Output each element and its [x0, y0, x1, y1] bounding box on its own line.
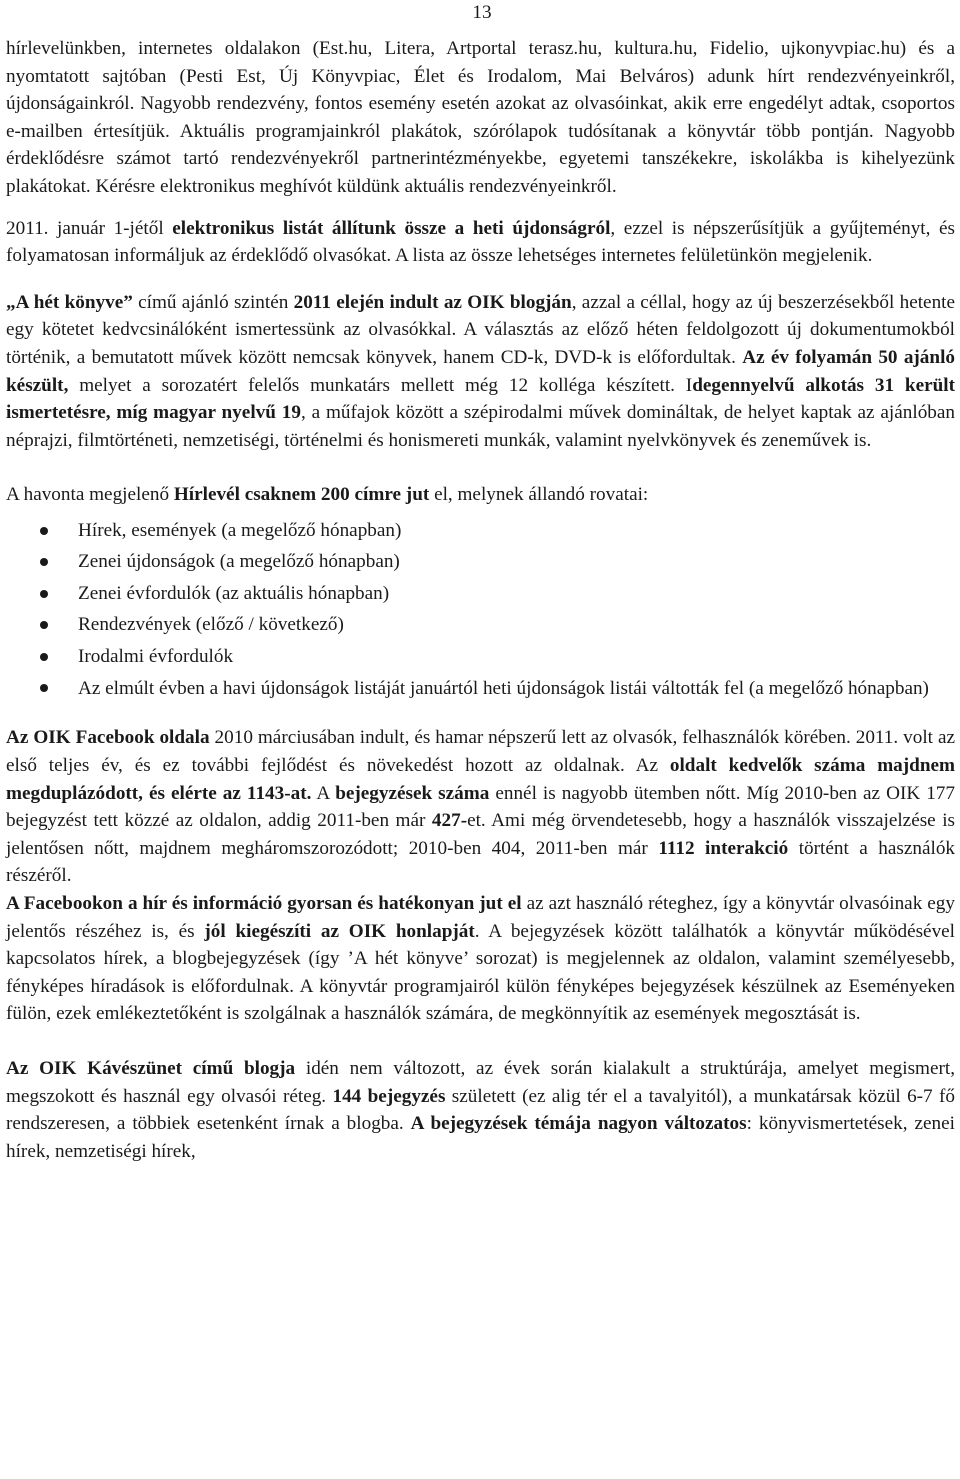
- page-number: 13: [472, 2, 492, 23]
- paragraph-newsletter: A havonta megjelenő Hírlevél csaknem 200 címre jut el, melynek állandó rovatai:: [6, 484, 649, 506]
- list-item: Zenei újdonságok (a megelőző hónapban): [6, 546, 955, 578]
- list-item: Irodalmi évfordulók: [6, 641, 955, 673]
- bullet-icon: [40, 653, 48, 661]
- list-item: Az elmúlt évben a havi újdonságok listáját januártól heti újdonságok listái váltották fel (a megelőző hónapban): [6, 672, 955, 705]
- paragraph-facebook-benefits: A Facebookon a hír és információ gyorsan és hatékonyan jut el az azt használó réteghez, így a könyvtár olvasóinak egy jelentős részéhez is, és jól kiegészíti az OIK honlapját. A bejegyzések között találhatók a könyvtár működésével kapcsolatos hírek, a blogbejegyzések (így ’A hét könyve’ sorozat) is megjelennek az oldalon, valamint személyesebb, fényképes híradások is előfordulnak. A könyvtár programjairól külön fényképes bejegyzések készülnek az Eseményeken fülön, ezek emlékeztetőként is szolgálnak a használók számára, de megkönnyítik az események megosztását is.: [6, 892, 956, 1025]
- newsletter-sections-list: [6, 515, 955, 706]
- paragraph-book-of-the-week: „A hét könyve” című ajánló szintén 2011 elején indult az OIK blogján, azzal a céllal, hogy az új beszerzésekből hetente egy kötetet kedvcsinálóként ismertessünk az olvasókkal. A választás az előző héten feldolgozott új dokumentumokból történik, a bemutatott művek között nemcsak könyvek, hanem CD-k, DVD-k is előfordultak. Az év folyamán 50 ajánló készült, melyet a sorozatért felelős munkatárs mellett még 12 kolléga készített. Idegennyelvű alkotás 31 került ismertetésre, míg magyar nyelvű 19, a műfajok között a szépirodalmi művek domináltak, de helyet kaptak az ajánlóban néprajzi, filmtörténeti, nemzetiségi, történelmi és honismereti munkák, valamint nyelvkönyvek és zeneművek is.: [6, 291, 956, 451]
- list-item: Rendezvények (előző / következő): [6, 609, 955, 641]
- bullet-icon: [40, 621, 48, 629]
- paragraph-promotion-channels: hírlevelünkben, internetes oldalakon (Est.hu, Litera, Artportal terasz.hu, kultura.hu, Fidelio, ujkonyvpiac.hu) és a nyomtatott sajtóban (Pesti Est, Új Könyvpiac, Élet és Irodalom, Mai Belváros) adunk hírt rendezvényeinkről, újdonságainkról. Nagyobb rendezvény, fontos esemény esetén azokat az olvasóinkat, akik erre engedélyt adtak, csoportos e-mailben értesítjük. Aktuális programjainkról plakátok, szórólapok tudósítanak a könyvtár több pontján. Nagyobb érdeklődésre számot tartó rendezvényekről partnerintézményekbe, egyetemi tanszékekre, iskolákba is kihelyezünk plakátokat. Kérésre elektronikus meghívót küldünk aktuális rendezvényeinkről.: [6, 38, 955, 197]
- list-item: Zenei évfordulók (az aktuális hónapban): [6, 578, 955, 610]
- bullet-icon: [40, 590, 48, 598]
- document-body: [6, 35, 955, 1165]
- paragraph-coffee-break-blog: Az OIK Kávészünet című blogja idén nem változott, az évek során kialakult a struktúrája, amelyet megismert, megszokott és használ egy olvasói réteg. 144 bejegyzés született (ez alig tér el a tavalyitól), a munkatársak közül 6-7 fő rendszeresen, a többiek esetenként írnak a blogba. A bejegyzések témája nagyon változatos: könyvismertetések, zenei hírek, nemzetiségi hírek,: [6, 1057, 955, 1162]
- list-item: Hírek, események (a megelőző hónapban): [6, 515, 955, 547]
- bullet-icon: [40, 684, 48, 692]
- paragraph-facebook-page: Az OIK Facebook oldala 2010 márciusában indult, és hamar népszerű lett az olvasók, felhasználók körében. 2011. volt az első teljes év, és ez további fejlődést és növekedést hozott az oldalnak. Az oldalt kedvelők száma majdnem megduplázódott, és elérte az 1143-at. A bejegyzések száma ennél is nagyobb ütemben nőtt. Míg 2010-ben az OIK 177 bejegyzést tett közzé az oldalon, addig 2011-ben már 427-et. Ami még örvendetesebb, hogy a használók visszajelzése is jelentősen nőtt, majdnem megháromszorozódott; 2010-ben 404, 2011-ben már 1112 interakció történt a használók részéről.: [6, 727, 956, 887]
- bullet-icon: [40, 558, 48, 566]
- paragraph-weekly-list: 2011. január 1-jétől elektronikus listát állítunk össze a heti újdonságról, ezzel is népszerűsítjük a gyűjteményt, és folyamatosan informáljuk az érdeklődő olvasókat. A lista az össze lehetséges internetes felületünkön megjelenik.: [6, 217, 955, 267]
- bullet-icon: [40, 527, 48, 535]
